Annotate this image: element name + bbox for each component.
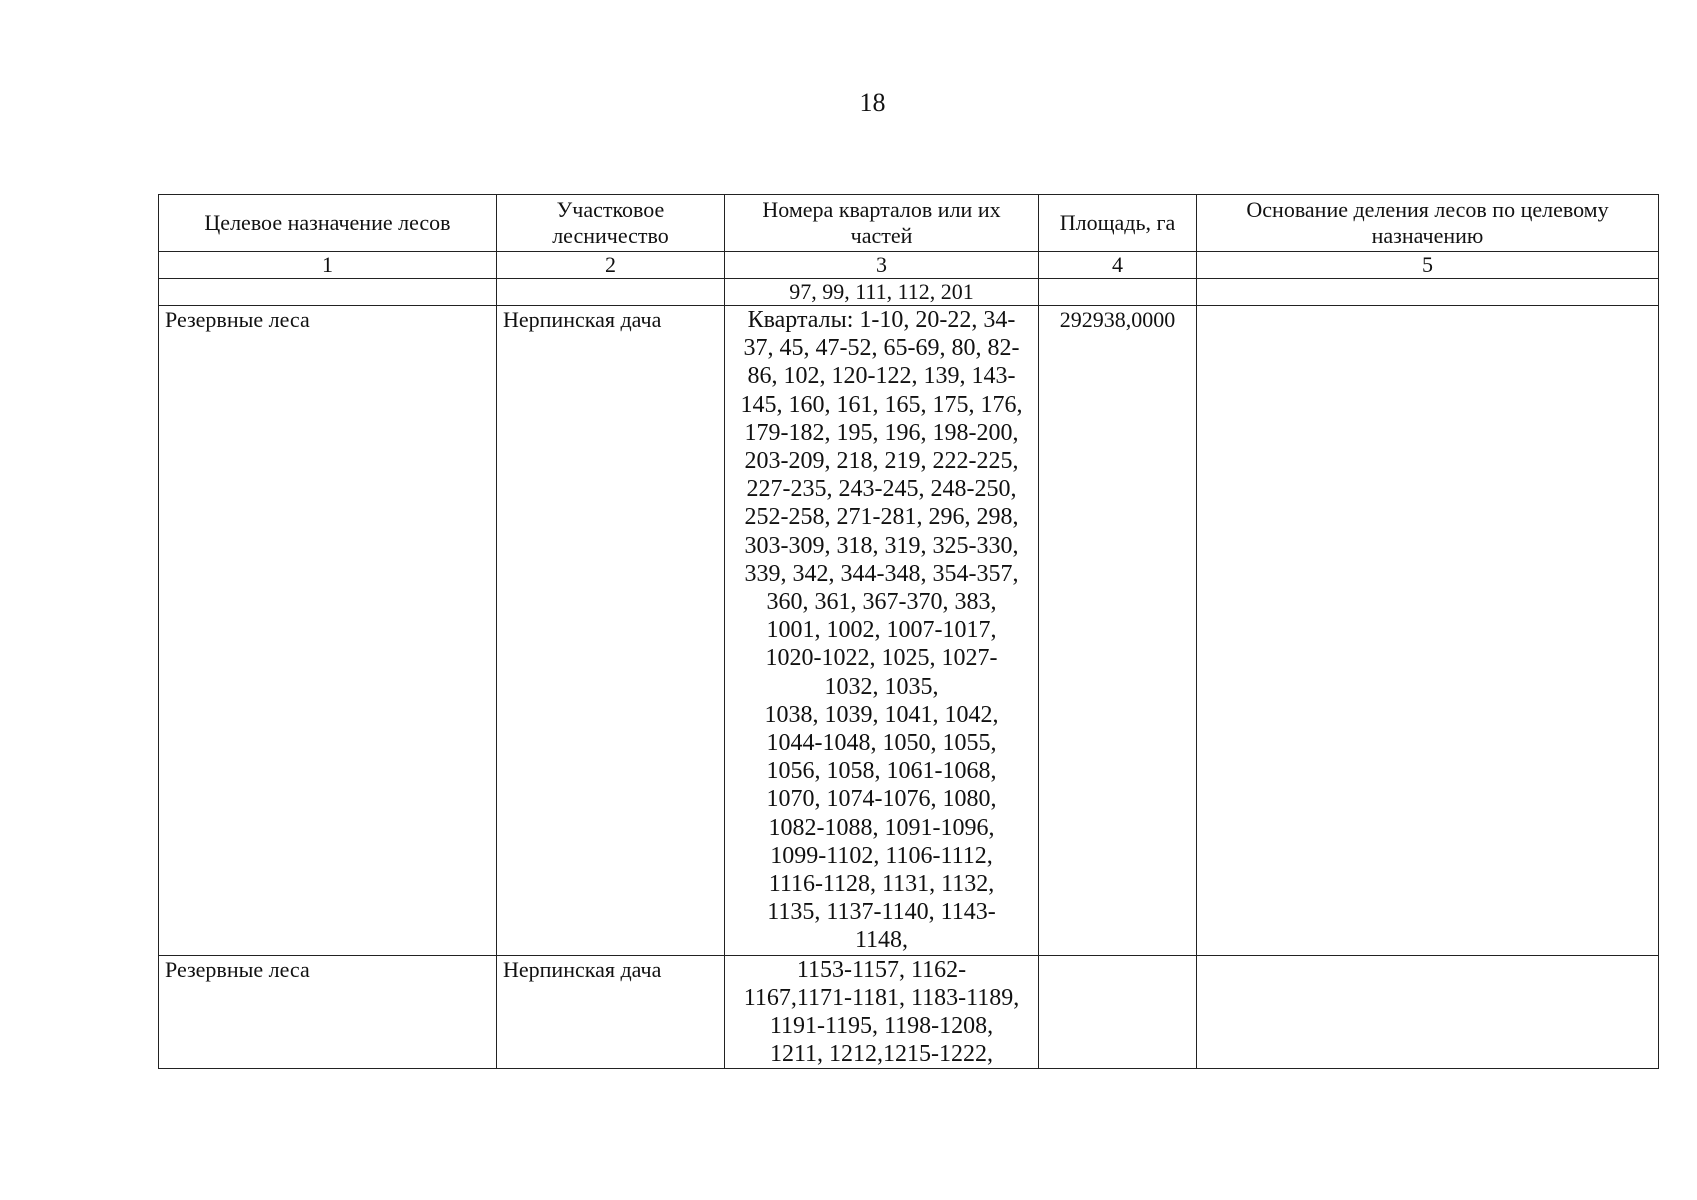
header-blocks: Номера кварталов или их частей [725,195,1039,252]
cell-area [1039,279,1197,306]
block-line: 339, 342, 344-348, 354-357, [744,560,1019,587]
column-number: 1 [159,252,497,279]
header-basis: Основание деления лесов по целевому назначению [1197,195,1659,252]
blocks-lines [731,956,1032,1069]
block-line: 203-209, 218, 219, 222-225, [744,448,1019,475]
block-line: 1070, 1074-1076, 1080, [766,786,997,813]
continuation-row [159,279,1659,306]
cell-basis [1197,279,1659,306]
header-area: Площадь, га [1039,195,1197,252]
block-line: 252-258, 271-281, 296, 298, [744,504,1019,531]
block-line: 1020-1022, 1025, 1027- [765,645,998,672]
column-number: 3 [725,252,1039,279]
cell-basis [1197,955,1659,1069]
cell-forestry [497,279,725,306]
block-line: 1167,1171-1181, 1183-1189, [743,984,1020,1011]
cell-area [1039,955,1197,1069]
cell-basis [1197,306,1659,956]
block-line: 179-182, 195, 196, 198-200, [744,419,1019,446]
cell-blocks: 97, 99, 111, 112, 201 [725,279,1039,306]
column-number: 5 [1197,252,1659,279]
cell-blocks [725,955,1039,1069]
block-line: 1153-1157, 1162- [796,956,967,983]
column-number: 2 [497,252,725,279]
blocks-lines [731,306,1032,955]
table-row [159,306,1659,956]
cell-forestry: Нерпинская дача [497,955,725,1069]
block-line: 1032, 1035, [824,673,939,700]
block-line: 1001, 1002, 1007-1017, [766,617,997,644]
block-line: 360, 361, 367-370, 383, [766,589,997,616]
header-forestry: Участковое лесничество [497,195,725,252]
block-line: 1116-1128, 1131, 1132, [768,871,995,898]
block-line: 1038, 1039, 1041, 1042, [764,701,999,728]
block-line: 1135, 1137-1140, 1143- [767,899,996,926]
block-line: 37, 45, 47-52, 65-69, 80, 82- [743,335,1020,362]
header-purpose: Целевое назначение лесов [159,195,497,252]
page-number: 18 [859,88,886,117]
cell-blocks [725,306,1039,956]
block-line: 1191-1195, 1198-1208, [769,1013,994,1040]
block-line: 1211, 1212,1215-1222, [769,1041,994,1068]
block-line: 1082-1088, 1091-1096, [768,814,995,841]
block-line: Кварталы: 1-10, 20-22, 34- [747,307,1016,333]
block-line: 1044-1048, 1050, 1055, [766,730,997,757]
cell-purpose: Резервные леса [159,306,497,956]
header-row [159,195,1659,252]
cell-forestry: Нерпинская дача [497,306,725,956]
block-line: 303-309, 318, 319, 325-330, [744,532,1019,559]
block-line: 86, 102, 120-122, 139, 143- [747,363,1016,390]
block-line: 1056, 1058, 1061-1068, [766,758,997,785]
block-line: 227-235, 243-245, 248-250, [746,476,1017,503]
block-line: 1099-1102, 1106-1112, [770,842,993,869]
column-number: 4 [1039,252,1197,279]
forest-purpose-table [158,194,1659,1069]
column-number-row [159,252,1659,279]
cell-area: 292938,0000 [1039,306,1197,956]
cell-purpose: Резервные леса [159,955,497,1069]
block-line: 145, 160, 161, 165, 175, 176, [740,391,1023,418]
table-row [159,955,1659,1069]
block-line: 1148, [854,927,909,954]
cell-purpose [159,279,497,306]
